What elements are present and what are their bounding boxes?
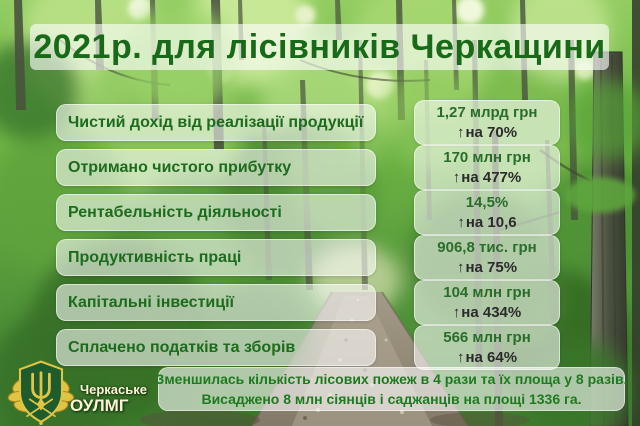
title-banner (30, 24, 609, 70)
metric-value-capital-investments (414, 280, 560, 325)
metric-value-profitability (414, 190, 560, 235)
metric-change-text: на 477% (461, 168, 522, 186)
metric-change-text: на 434% (461, 303, 522, 321)
up-arrow-icon: ↑ (452, 303, 461, 321)
metric-change-text: на 10,6 (465, 213, 517, 231)
metric-value-text: 566 млн грн (443, 328, 531, 346)
metric-label-text: Продуктивність праці (68, 248, 242, 266)
up-arrow-icon: ↑ (452, 168, 461, 186)
metric-change-text: на 64% (465, 348, 518, 366)
metric-value-text: 104 млн грн (443, 283, 531, 301)
metric-label-text: Капітальні інвестиції (68, 293, 235, 311)
summary-line-fires: Зменшилась кількість лісових пожеж в 4 рази та їх площа у 8 разів. (155, 371, 628, 387)
metric-label-net-profit (56, 149, 376, 186)
metric-value-net-income (414, 100, 560, 145)
metric-change-text: на 70% (465, 123, 518, 141)
organization-logo (4, 354, 164, 426)
page-title: 2021р. для лісівників Черкащини (33, 27, 606, 66)
metric-label-text: Чистий дохід від реалізації продукції (68, 113, 364, 131)
up-arrow-icon: ↑ (456, 123, 465, 141)
organization-name-line2: ОУЛМГ (70, 396, 129, 415)
metric-value-text: 14,5% (465, 193, 509, 211)
up-arrow-icon: ↑ (457, 213, 465, 231)
metric-label-text: Сплачено податків та зборів (68, 338, 296, 356)
up-arrow-icon: ↑ (456, 258, 465, 276)
metric-label-text: Отримано чистого прибутку (68, 158, 292, 176)
organization-name-line1: Черкаське (80, 382, 147, 397)
metric-value-productivity (414, 235, 560, 280)
metric-label-capital-investments (56, 284, 376, 321)
metric-label-productivity (56, 239, 376, 276)
forestry-emblem-icon (6, 356, 76, 426)
summary-line-seedlings: Висаджено 8 млн сіянців і саджанців на площі 1336 га. (201, 391, 582, 407)
summary-box (155, 367, 628, 411)
metric-change-text: на 75% (465, 258, 518, 276)
metric-label-net-income (56, 104, 376, 141)
metric-value-text: 906,8 тис. грн (437, 238, 537, 256)
up-arrow-icon: ↑ (456, 348, 465, 366)
metric-value-taxes-paid (414, 325, 560, 370)
metric-value-text: 170 млн грн (443, 148, 531, 166)
metric-value-net-profit (414, 145, 560, 190)
metric-label-text: Рентабельність діяльності (68, 203, 282, 221)
organization-name (70, 382, 147, 414)
metric-label-profitability (56, 194, 376, 231)
metric-value-text: 1,27 млрд грн (436, 103, 538, 121)
